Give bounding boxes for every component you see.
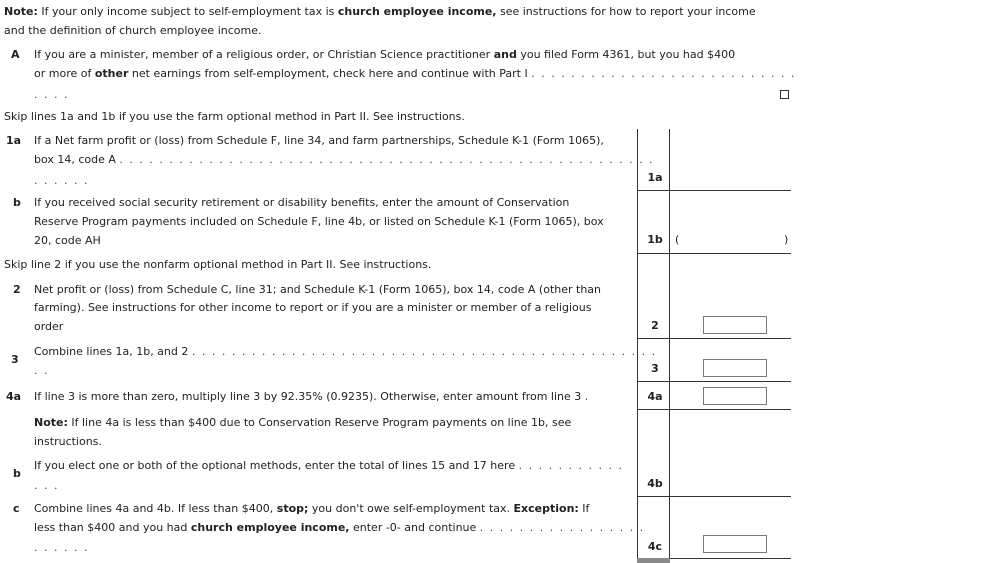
line-a-text-2	[34, 67, 796, 81]
note-label: Note:	[4, 5, 38, 18]
line-4c-dots-1: . . . . . . . . . . . . . . . . .	[479, 521, 645, 534]
line-4b-number: b	[13, 467, 21, 480]
line-a-number: A	[11, 48, 20, 61]
line-a-dots-1: . . . . . . . . . . . . . . . . . . . . . . . . . . .	[531, 67, 797, 80]
line-1b-number: b	[13, 196, 21, 209]
line-4c-t5: enter -0- and continue	[353, 521, 477, 534]
line-4c-t4: less than $400 and you had	[34, 521, 188, 534]
row-divider-3	[637, 381, 791, 382]
line-a-text-1	[34, 48, 735, 62]
line-3-dots-2: . .	[34, 364, 49, 377]
line-3-dots-1: . . . . . . . . . . . . . . . . . . . . . . . . . . . . . . . . . . . . . . . . . . . . . . .	[191, 345, 657, 358]
note-line-1	[4, 5, 756, 19]
line-1b-box-label: 1b	[647, 233, 663, 246]
line-4c-church: church employee income,	[190, 521, 350, 534]
line-4c-text-2	[34, 521, 645, 535]
line-1a-box-label: 1a	[647, 171, 663, 184]
line-4c-stop: stop;	[276, 502, 309, 515]
line-4b-dots-2: . . .	[34, 479, 59, 492]
line-4c-box-label: 4c	[647, 540, 663, 553]
line-4a-note-1	[34, 416, 571, 430]
line-a-t3: or more of	[34, 67, 92, 80]
line-a-t4: net earnings from self-employment, check here and continue with Part I	[131, 67, 528, 80]
line-1b-left-paren: (	[675, 233, 680, 246]
line-a-checkbox[interactable]	[780, 90, 789, 99]
note-text-1: If your only income subject to self-employment tax is	[41, 5, 335, 18]
line-3-number: 3	[11, 353, 19, 366]
line-1a-dots-1: . . . . . . . . . . . . . . . . . . . . . . . . . . . . . . . . . . . . . . . . . . . . . . . . . . . . . .	[119, 153, 655, 166]
line-4a-dots: .	[584, 390, 590, 403]
line-a-and: and	[493, 48, 517, 61]
line-1a-number: 1a	[6, 134, 22, 147]
line-4c-dots-2: . . . . . .	[34, 541, 89, 554]
line-3-text-1	[34, 345, 657, 359]
line-3-box-label: 3	[651, 362, 659, 375]
line-4b-dots-1: . . . . . . . . . . .	[518, 459, 624, 472]
line-3-amount-input[interactable]	[703, 359, 767, 377]
line-1a-dots-2: . . . . . .	[34, 174, 89, 187]
note-bold-church: church employee income,	[337, 5, 497, 18]
row-divider-1b	[637, 253, 791, 254]
line-4a-note-label: Note:	[34, 416, 68, 429]
line-4b-text-1	[34, 459, 624, 473]
line-a-t1: If you are a minister, member of a religious order, or Christian Science practitioner	[34, 48, 491, 61]
line-2-text-1: Net profit or (loss) from Schedule C, line 31; and Schedule K-1 (Form 1065), box 14, code A (other than	[34, 283, 602, 296]
line-4c-number: c	[13, 502, 20, 515]
skip-line-2: Skip line 2 if you use the nonfarm optional method in Part II. See instructions.	[4, 258, 432, 271]
line-a-other: other	[94, 67, 129, 80]
line-4a-t1: If line 3 is more than zero, multiply line 3 by 92.35% (0.9235). Otherwise, enter amount from line 3	[34, 390, 582, 403]
line-4a-text-1	[34, 390, 590, 404]
note-text-2: see instructions for how to report your income	[499, 5, 756, 18]
line-4c-t1: Combine lines 4a and 4b. If less than $400,	[34, 502, 274, 515]
line-4c-amount-input[interactable]	[703, 535, 767, 553]
line-4c-exception: Exception:	[513, 502, 579, 515]
line-4a-note-2: instructions.	[34, 435, 102, 448]
line-4c-text-1	[34, 502, 589, 516]
line-4b-t1: If you elect one or both of the optional methods, enter the total of lines 15 and 17 here	[34, 459, 516, 472]
line-1b-right-paren: )	[784, 233, 789, 246]
line-4a-note-text: If line 4a is less than $400 due to Conservation Reserve Program payments on line 1b, see	[71, 416, 572, 429]
line-4a-amount-input[interactable]	[703, 387, 767, 405]
row-divider-4a	[637, 409, 791, 410]
row-divider-2	[637, 338, 791, 339]
line-a-t2: you filed Form 4361, but you had $400	[520, 48, 736, 61]
line-1a-text-2	[34, 153, 654, 167]
line-a-dots-2: . . . .	[34, 88, 69, 101]
skip-line-1: Skip lines 1a and 1b if you use the farm optional method in Part II. See instructions.	[4, 110, 465, 123]
line-2-box-label: 2	[651, 319, 659, 332]
line-2-text-2: farming). See instructions for other income to report or if you are a minister or member of a religious	[34, 301, 592, 314]
line-2-text-3: order	[34, 320, 64, 333]
row-divider-4b	[637, 496, 791, 497]
line-4a-box-label: 4a	[647, 390, 663, 403]
line-4c-t2: you don't owe self-employment tax.	[311, 502, 511, 515]
line-1b-text-2: Reserve Program payments included on Schedule F, line 4b, or listed on Schedule K-1 (Form 1065), box	[34, 215, 604, 228]
line-2-amount-input[interactable]	[703, 316, 767, 334]
column-divider-right	[669, 129, 670, 563]
line-3-t1: Combine lines 1a, 1b, and 2	[34, 345, 189, 358]
line-1a-t2: box 14, code A	[34, 153, 116, 166]
line-4b-box-label: 4b	[647, 477, 663, 490]
line-4c-t3: If	[582, 502, 590, 515]
note-line-2: and the definition of church employee income.	[4, 24, 262, 37]
line-2-number: 2	[13, 283, 21, 296]
line-1b-text-1: If you received social security retirement or disability benefits, enter the amount of Conservation	[34, 196, 570, 209]
row-divider-1a	[637, 190, 791, 191]
line-4a-number: 4a	[6, 390, 22, 403]
line-1a-text-1: If a Net farm profit or (loss) from Schedule F, line 34, and farm partnerships, Schedule K-1 (Form 1065),	[34, 134, 604, 147]
shaded-cell-bottom	[637, 558, 670, 563]
line-1b-text-3: 20, code AH	[34, 234, 101, 247]
